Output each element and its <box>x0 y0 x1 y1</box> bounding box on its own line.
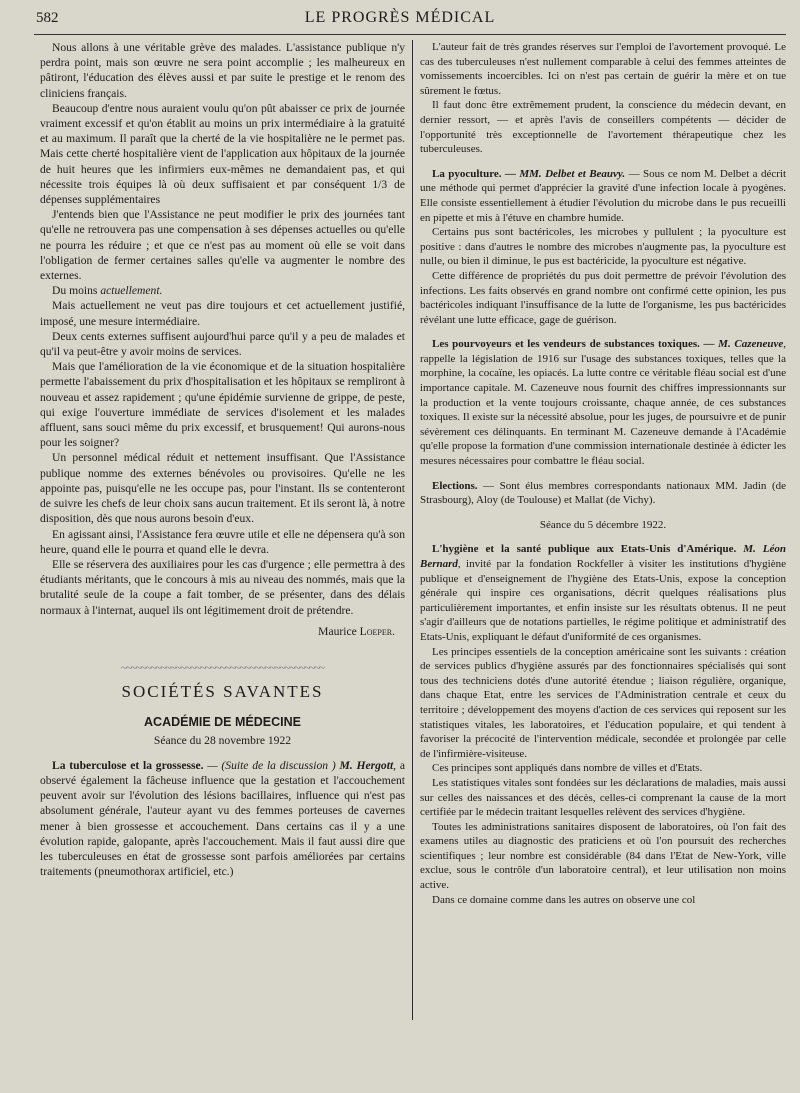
paragraph <box>40 283 405 298</box>
paragraph: Elle se réservera des auxiliaires pour les cas d'urgence ; elle permettra à des étudiants méritants, que le concours à mis au niveau des nommés, mais que la brutalité seule de la coupe a fait tomber, de se présenter, dans des délais normaux à l'internat, auquel ils ont légitimement droit de prétendre. <box>40 557 405 617</box>
paragraph: L'auteur fait de très grandes réserves sur l'emploi de l'avortement provoqué. Le cas des tuberculeuses n'est nullement comparable à celui des femmes atteintes de vomissements incoercibles. Ici on n'est pas certain de guérir la mère et on tue sûrement le fœtus. <box>420 41 786 97</box>
right-column <box>420 40 786 907</box>
paragraph: J'entends bien que l'Assistance ne peut modifier le prix des journées tant qu'elle ne retrouvera pas une compensation à ses dépenses actuelles ou qu'elle ne pourra les réduire ; et que ce n'est pas au moment où elle se voit dans l'obligation de fermer certaines salles qu'elle va augmenter le nombre des externes. <box>40 208 405 283</box>
article-author: — MM. Delbet et Beauvy. <box>501 167 626 180</box>
spacer <box>420 327 786 337</box>
paragraph: Dans ce domaine comme dans les autres on observe une col <box>432 893 696 906</box>
paragraph: Mais actuellement ne veut pas dire toujours et cet actuellement justifié, imposé, une mesure intermédiaire. <box>40 299 405 328</box>
session-date: Séance du 5 décembre 1922. <box>539 518 667 531</box>
article-paragraph <box>420 542 786 644</box>
paragraph: Nous allons à une véritable grève des malades. L'assistance publique n'y perdra point, mais son œuvre ne sera point accomplie ; les malheureux en pâtiront, l'éducation des élèves aussi et par suite le prestige et le renom des cliniciens français. <box>40 41 405 100</box>
article-text: , a observé également la fâcheuse influence que la gestation et l'accouchement peuvent avoir sur l'évolution des lésions bacillaires, influence qui n'est pas absolument générale, l'auteur ayant vu des femmes porteuses de cavernes mener à bien grossesse et accouchement. Dans certains cas il y a une évolution rapide, galopante, après l'accouchement. Mais il faut aussi dire que les tuberculeuses en état de grossesse sont parfois améliorées par certains traitements (pneumothorax artificiel, etc.) <box>40 758 405 879</box>
spacer <box>420 157 786 167</box>
left-column <box>40 40 405 879</box>
paragraph: En agissant ainsi, l'Assistance fera œuvre utile et elle ne dépensera qu'à son heure, quand elle le pourra et quand elle le devra. <box>40 527 405 556</box>
signature-last: Loeper. <box>359 624 395 638</box>
signature-first: Maurice <box>318 624 360 638</box>
article-title: La pyoculture. <box>432 167 502 180</box>
text-run: Du moins <box>52 284 101 298</box>
article-paragraph <box>420 479 786 508</box>
spacer <box>40 748 405 758</box>
italic-text: actuellement. <box>100 284 163 298</box>
article-text: , invité par la fondation Rockfeller à visiter les institutions d'hygiène publique et d'enseignement de l'hygiène des Etats-Unis, expose la conception générale qui inspire ces organisations, décrit quelques réalisations plus particulièrement importantes, et enfin insiste sur les résultats obtenus. Il ne peut s'agir d'ailleurs que de notations partielles, le régime politique et administratif des Etats-Unis, expliquant le défaut d'uniformité de ces organismes. <box>420 558 786 643</box>
article-paragraph <box>420 167 786 225</box>
article-text: , rappelle la législation de 1916 sur l'usage des substances toxiques, telles que la morphine, la cocaïne, les opiacés. La lutte contre ce véritable fléau social est d'une importance capitale. M. Cazeneuve nous fournit des chiffres impressionnants sur la production et la vente toujours croissante, chaque année, de ces substances toxiques. Il existe sur la nécessité absolue, pour les juges, de poursuivre et de punir sévèrement ces délinquants. En terminant M. Cazeneuve demande à l'Académie qu'elle propose la formation d'une commission internationale destinée à édicter les mesures nécessaires pour combattre le fléau social. <box>420 338 786 468</box>
section-title: SOCIÉTÉS SAVANTES <box>121 682 324 702</box>
journal-title: LE PROGRÈS MÉDICAL <box>304 9 496 26</box>
article-text: — Sont élus membres correspondants nationaux MM. Jadin (de Strasbourg), Aloy (de Toulouse) et Mallat (de Vichy). <box>420 479 786 507</box>
article-title: Elections. <box>432 479 478 492</box>
spacer <box>420 532 786 542</box>
column-divider <box>412 40 413 1020</box>
page-header <box>0 6 800 32</box>
header-rule <box>34 34 786 35</box>
article-text: — Sous ce nom M. Delbet a décrit une méthode qui permet d'apprécier la gravité d'une infection locale à pyogènes. Elle consiste essentiellement à étudier l'évolution du microbe dans le pus recueilli en pipette et mis à l'étuve en chambre humide. <box>420 167 787 224</box>
article-title: La tuberculose et la grossesse. <box>52 758 204 772</box>
ornamental-separator: ~~~~~~~~~~~~~~~~~~~~~~~~~~~~~~~~~~~~~~~~~ <box>121 661 324 674</box>
article-note: — (Suite de la discussion ) <box>203 758 340 772</box>
paragraph: Mais que l'amélioration de la vie économique et de la situation hospitalière permette l'abaissement du prix d'hospitalisation et les hôpitaux se rempliront à nouveau et assez rapidement ; qu'une épidémie survienne de grippe, de peste, qui exige l'ouverture immédiate de services d'isolement et les malades affluent, sans souci même du prix excessif, et brusquement! Qui aurons-nous pour les soigner? <box>40 360 405 450</box>
spacer <box>420 508 786 518</box>
article-title: L'hygiène et la santé publique aux Etats-Unis d'Amérique. <box>432 543 737 556</box>
article-paragraph <box>40 758 405 880</box>
article-paragraph <box>420 337 786 468</box>
paragraph: Les principes essentiels de la conception américaine sont les suivants : création de services publics d'hygiène assurés par des fonctionnaires spécialisés qui sont tous des techniciens dotés d'une autorité étendue ; liaison régulière, organique, dans chaque Etat, entre les services de l'Administration centrale et ceux du territoire ; développement des moyens d'action de ces services qui reposent sur les statistiques vitales, les laboratoires, et l'éducation populaire, et qui tendent à favoriser la précocité de l'intervention médicale, secondée et prolongée par celle de l'infirmière-visiteuse. <box>420 645 786 760</box>
paragraph: Ces principes sont appliqués dans nombre de villes et d'Etats. <box>432 762 703 775</box>
article-author: — M. Cazeneuve <box>699 338 784 351</box>
paragraph: Certains pus sont bactéricoles, les microbes y pullulent ; la pyoculture est positive : dans d'autres le nombre des microbes n'augmente pas, la pyoculture est nulle, ou bien il diminue, le pus est bactéricide, la pyoculture est négative. <box>420 226 786 268</box>
paragraph: Beaucoup d'entre nous auraient voulu qu'on pût abaisser ce prix de journée vraiment excessif et qu'on établit au moins un prix intermédiaire à la gratuité et au maximum. Il paraît que la cherté de la vie hospitalière ne le permet pas. Mais cette cherté hospitalière vient de l'application aux hôpitaux de la journée de huit heures que les infirmiers eux-mêmes ne demandaient pas, et qui nécessite trois équipes là où deux suffisaient et par conséquent 1/3 de dépenses supplémentaires <box>40 101 405 207</box>
paragraph: Toutes les administrations sanitaires disposent de laboratoires, où l'on fait des examens utiles au diagnostic des praticiens et où l'on poursuit des recherches scientifiques ; leur nombre est considérable (84 dans l'Etat de New-York, ville exclue, sous le contrôle d'un laboratoire central), et leur utilisation non moins active. <box>420 820 786 892</box>
society-heading: ACADÉMIE DE MÉDECINE <box>144 715 301 730</box>
paragraph: Les statistiques vitales sont fondées sur les déclarations de maladies, mais aussi sur celles des naissances et des décès, celles-ci comprenant la cause de la mort certifiée par le médecin traitant lesquelles relèvent des services d'hygiène. <box>420 776 786 819</box>
author-signature <box>40 624 395 639</box>
article-author: M. Léon Bernard <box>420 543 787 570</box>
article-author: M. Hergott <box>339 758 394 772</box>
paragraph: Il faut donc être extrêmement prudent, la conscience du médecin devant, en dernier ressort, — et après l'avis de conseillers compétents — décider de l'opportunité très exceptionnelle de l'avortement thérapeutique chez les tuberculeuses. <box>420 99 786 156</box>
article-title: Les pourvoyeurs et les vendeurs de substances toxiques. <box>432 338 700 351</box>
paragraph: Un personnel médical réduit et nettement insuffisant. Que l'Assistance publique nomme des externes bénévoles ou provisoires. Qu'elle ne les appointe pas, puisqu'elle ne les occupe pas, pour l'instant. Ils se contenteront de suivre les chefs de leur choix sans aucun traitement. Et ils seront là, à notre disposition, dès que nous aurons besoin d'eux. <box>40 451 405 526</box>
paragraph: Deux cents externes suffisent aujourd'hui parce qu'il y a peu de malades et qu'il va peut-être y avoir moins de services. <box>40 329 405 359</box>
paragraph: Cette différence de propriétés du pus doit permettre de prévoir l'évolution des infections. Les faits observés en grand nombre ont confirmé cette opinion, les pus bactéricoles indiquant l'insuffisance de la lutte de l'organisme, les pus bactéricides révélant une lutte efficace, gage de guérison. <box>420 269 786 326</box>
spacer <box>420 469 786 479</box>
page-number: 582 <box>36 10 59 26</box>
session-date: Séance du 28 novembre 1922 <box>153 733 292 747</box>
